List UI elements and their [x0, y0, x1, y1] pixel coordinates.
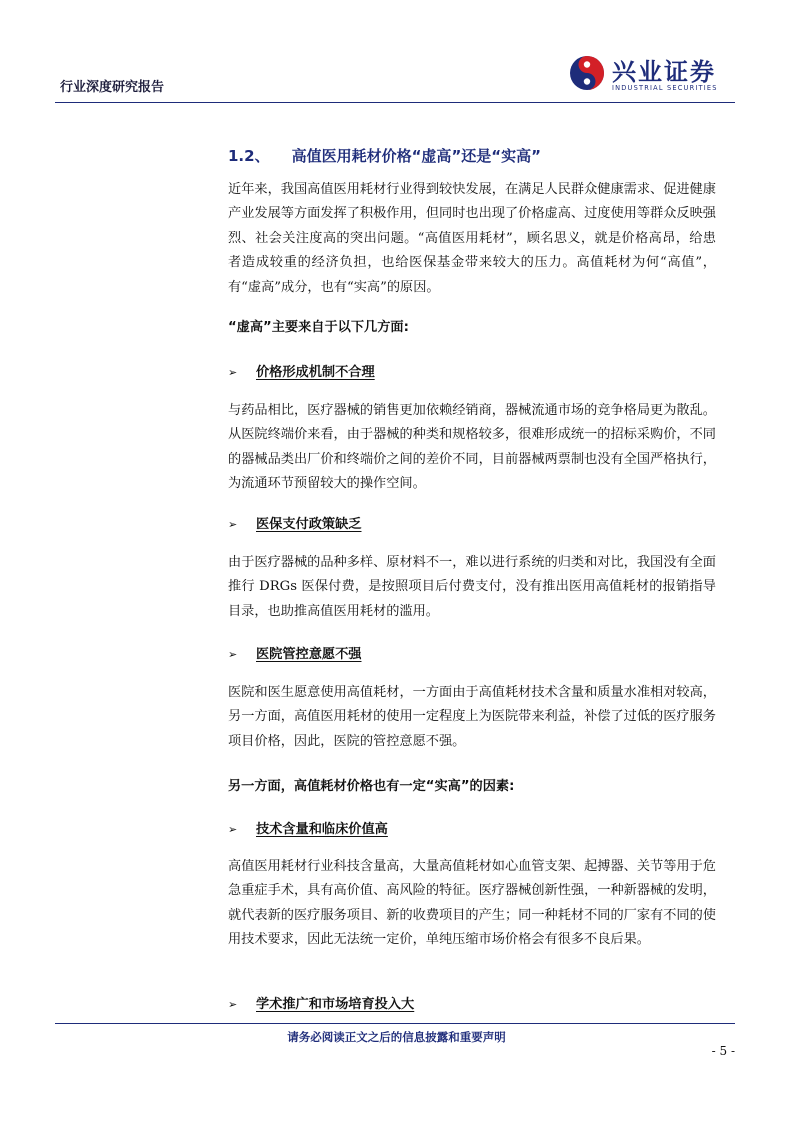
bullet-tech-value [228, 818, 388, 837]
bullet-label: 医院管控意愿不强 [256, 647, 362, 662]
bullet-label: 医保支付政策缺乏 [256, 517, 362, 532]
bullet-hospital-control [228, 643, 362, 662]
footer-disclaimer: 请务必阅读正文之后的信息披露和重要声明 [287, 1030, 506, 1044]
report-type-label: 行业深度研究报告 [60, 80, 165, 95]
section-number: 1.2、 [228, 147, 270, 165]
logo-chinese-name: 兴业证券 [612, 58, 716, 86]
bullet-arrow-icon: ➢ [228, 823, 238, 836]
page-number: - 5 - [711, 1044, 735, 1058]
bullet-label: 价格形成机制不合理 [256, 365, 375, 380]
bullet-arrow-icon: ➢ [228, 998, 238, 1011]
bullet-marketing-investment [228, 993, 414, 1012]
hospital-control-paragraph: 医院和医生愿意使用高值耗材，一方面由于高值耗材技术含量和质量水准相对较高，另一方面，高值医用耗材的使用一定程度上为医院带来利益，补偿了过低的医疗服务项目价格，因此，医院的管控意愿不强。 [228, 685, 716, 749]
bullet-arrow-icon: ➢ [228, 366, 238, 379]
section-title-text: 高值医用耗材价格“虚高”还是“实高” [291, 147, 542, 165]
bullet-insurance-policy [228, 513, 362, 532]
bullet-arrow-icon: ➢ [228, 648, 238, 661]
footer-divider [55, 1023, 735, 1024]
logo-emblem-icon [568, 54, 606, 92]
bullet-arrow-icon: ➢ [228, 518, 238, 531]
logo-english-name: INDUSTRIAL SECURITIES [612, 84, 718, 92]
bullet-label: 技术含量和临床价值高 [256, 822, 388, 837]
intro-paragraph: 近年来，我国高值医用耗材行业得到较快发展，在满足人民群众健康需求、促进健康产业发展等方面发挥了积极作用，但同时也出现了价格虚高、过度使用等群众反映强烈、社会关注度高的突出问题。“高值医用耗材”，顾名思义，就是价格高昂，给患者造成较重的经济负担，也给医保基金带来较大的压力。高值耗材为何“高值”，有“虚高”成分，也有“实高”的原因。 [228, 182, 716, 295]
bullet-price-mechanism [228, 361, 375, 380]
price-mechanism-paragraph: 与药品相比，医疗器械的销售更加依赖经销商，器械流通市场的竞争格局更为散乱。从医院终端价来看，由于器械的种类和规格较多，很难形成统一的招标采购价，不同的器械品类出厂价和终端价之间的差价不同，目前器械两票制也没有全国严格执行，为流通环节预留较大的操作空间。 [228, 403, 716, 492]
insurance-policy-paragraph: 由于医疗器械的品种多样、原材料不一，难以进行系统的归类和对比，我国没有全面推行 DRGs 医保付费，是按照项目后付费支付，没有推出医用高值耗材的报销指导目录，也助推高值医用耗材的滥用。 [228, 555, 716, 619]
company-logo [568, 52, 738, 96]
shigao-heading: 另一方面，高值耗材价格也有一定“实高”的因素: [228, 779, 515, 794]
xugao-heading: “虚高”主要来自于以下几方面: [228, 320, 409, 335]
tech-value-paragraph: 高值医用耗材行业科技含量高，大量高值耗材如心血管支架、起搏器、关节等用于危急重症手术，具有高价值、高风险的特征。医疗器械创新性强，一种新器械的发明，就代表新的医疗服务项目、新的收费项目的产生；同一种耗材不同的厂家有不同的使用技术要求，因此无法统一定价，单纯压缩市场价格会有很多不良后果。 [228, 859, 716, 948]
section-title [228, 145, 541, 166]
header-divider [55, 102, 735, 103]
bullet-label: 学术推广和市场培育投入大 [256, 997, 415, 1012]
